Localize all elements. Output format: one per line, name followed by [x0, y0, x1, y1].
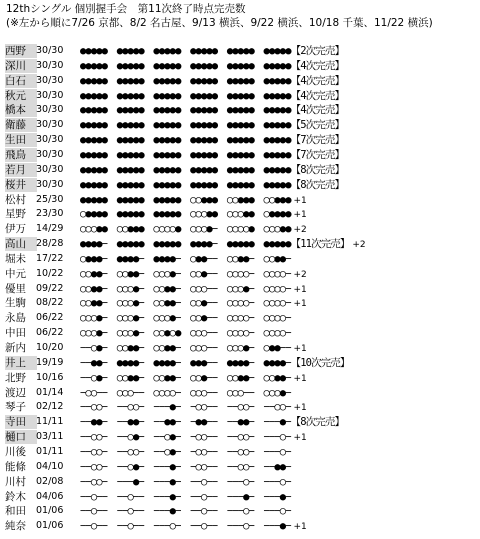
slot-status — [80, 371, 307, 385]
slot-status — [80, 267, 307, 281]
sold-count: 30/30 — [36, 74, 64, 86]
sold-count: 10/20 — [36, 342, 64, 353]
table-row — [0, 282, 480, 297]
increment-note: +1 — [290, 373, 307, 384]
slot-marks: −−○○− −−○●− −−−●− −○○−− −−○○− −−●●− — [80, 460, 291, 473]
slot-marks: ●●●●− ●●●●● ●●●●● ●●●●− ●●●●● ●●●●●【11次完売】 — [80, 238, 350, 251]
slot-status — [80, 341, 307, 355]
slot-marks: ○●●●● ●●●●● ●●●●● ○○○●● ○○○●● ○●●●● — [80, 208, 291, 221]
member-name: 飛鳥 — [5, 148, 37, 162]
slot-status — [80, 133, 344, 147]
sold-count: 30/30 — [36, 163, 64, 175]
member-name: 松村 — [5, 193, 26, 206]
slot-marks: ○○●●− ○○○●− ○○●●− ○○○−− ○○○●− ○○○○− — [80, 282, 291, 295]
slot-status — [80, 118, 344, 132]
member-name: 川後 — [5, 445, 26, 458]
increment-note: +1 — [290, 299, 307, 310]
sold-count: 10/16 — [36, 371, 64, 383]
table-row — [0, 311, 480, 326]
member-name: 樋口 — [5, 430, 37, 444]
slot-marks: ●●●●● ●●●●● ●●●●● ●●●●● ●●●●● ●●●●●【5次完売】 — [80, 119, 345, 132]
date-legend: (※左から順に7/26 京都、8/2 名古屋、9/13 横浜、9/22 横浜、10/18 千葉、11/22 横浜) — [6, 17, 433, 29]
member-name: 井上 — [5, 356, 37, 370]
member-name: 高山 — [5, 237, 37, 251]
sold-count: 19/19 — [36, 356, 64, 368]
table-row — [0, 296, 480, 311]
member-name: 能條 — [5, 460, 26, 473]
sold-count: 01/14 — [36, 386, 64, 398]
slot-marks: ●●●●● ●●●●● ●●●●● ●●●●● ●●●●● ●●●●●【8次完売】 — [80, 163, 345, 176]
member-name: 中元 — [5, 267, 26, 280]
slot-marks: −−○○− −−○○− −−−●− −○○−− −−○○− −−○○− — [80, 401, 291, 414]
table-row — [0, 163, 480, 178]
member-name: 若月 — [5, 163, 37, 177]
table-row — [0, 59, 480, 74]
slot-marks: ○●●●− ●●●●− ●●●●− ○●●−− ○○●●− ○○●●− — [80, 252, 291, 265]
table-row — [0, 267, 480, 282]
slot-status — [80, 490, 291, 504]
slot-status — [80, 89, 344, 103]
sold-count: 17/22 — [36, 252, 64, 264]
increment-note: +2 — [349, 240, 366, 251]
member-name: 生田 — [5, 133, 37, 147]
sold-count: 28/28 — [36, 238, 64, 250]
slot-status — [80, 386, 291, 400]
increment-note: +1 — [290, 195, 307, 206]
slot-status — [80, 400, 307, 414]
slot-marks: ●●●●● ●●●●● ●●●●● ●●●●● ●●●●● ●●●●●【4次完売】 — [80, 104, 345, 117]
slot-status — [80, 252, 291, 266]
table-row — [0, 44, 480, 59]
table-row — [0, 74, 480, 89]
sold-count: 04/10 — [36, 460, 64, 472]
member-name: 星野 — [5, 208, 26, 221]
slot-marks: −−○−− −−○−− −−−●− −−○−− −−−○− −−−○− — [80, 505, 291, 518]
sold-count: 02/12 — [36, 401, 64, 413]
table-row — [0, 371, 480, 386]
table-row — [0, 400, 480, 415]
slot-marks: ●●●●● ●●●●● ●●●●● ●●●●● ●●●●● ●●●●●【4次完売】 — [80, 59, 345, 72]
slot-marks: ○○●●− ○○●●− ○○○●− ○○●−− ○○○○− ○○○○− — [80, 267, 291, 280]
slot-status — [80, 296, 307, 310]
sold-count: 08/22 — [36, 297, 64, 309]
slot-marks: ●●●●● ●●●●● ●●●●● ●●●●● ●●●●● ●●●●●【2次完売】 — [80, 45, 345, 57]
slot-status — [80, 445, 291, 459]
member-name: 中田 — [5, 327, 26, 340]
slot-marks: −−●●− −−●●− −−●●− −●●−− −−●●− −−−●−【8次完売】 — [80, 416, 345, 429]
slot-marks: −−○−− −−○−− −−−○− −−○−− −−−○− −−−●− — [80, 520, 291, 533]
table-row — [0, 133, 480, 148]
sold-count: 30/30 — [36, 104, 64, 116]
page-title: 12thシングル 個別握手会 第11次終了時点完売数 — [6, 3, 246, 15]
member-name: 川村 — [5, 475, 26, 488]
table-row — [0, 356, 480, 371]
table-row — [0, 103, 480, 118]
member-name: 生駒 — [5, 297, 26, 310]
table-row — [0, 475, 480, 490]
sold-count: 30/30 — [36, 119, 64, 131]
member-name: 白石 — [5, 74, 37, 88]
slot-status — [80, 430, 307, 444]
slot-marks: −○○−− ○○○−− ○○○○− ○○○−− ○○○−− ○○○●− — [80, 386, 291, 399]
slot-status — [80, 74, 344, 88]
slot-marks: ○○●●− ○○○●− ○○●●− ○○●−− ○○○○− ○○○○− — [80, 297, 291, 310]
table-row — [0, 519, 480, 534]
slot-status — [80, 222, 307, 236]
sold-count: 30/30 — [36, 148, 64, 160]
member-name: 渡辺 — [5, 386, 26, 399]
increment-note: +1 — [290, 433, 307, 444]
sold-count: 25/30 — [36, 193, 64, 205]
slot-status — [80, 282, 307, 296]
sold-count: 06/22 — [36, 327, 64, 339]
sold-count: 06/22 — [36, 312, 64, 324]
slot-marks: ○○○●− ○○○●− ○○○●− ○○●−− ○○○○− ○○○○− — [80, 312, 291, 325]
sold-count: 30/30 — [36, 59, 64, 71]
table-row — [0, 445, 480, 460]
increment-note: +1 — [290, 284, 307, 295]
member-name: 北野 — [5, 371, 26, 384]
table-row — [0, 430, 480, 445]
table-row — [0, 386, 480, 401]
member-name: 優里 — [5, 282, 26, 295]
slot-status — [80, 356, 350, 370]
member-name: 純奈 — [5, 520, 26, 533]
increment-note: +1 — [290, 522, 307, 533]
slot-status — [80, 163, 344, 177]
member-name: 橋本 — [5, 103, 37, 117]
table-row — [0, 490, 480, 505]
sold-count: 04/06 — [36, 490, 64, 502]
slot-status — [80, 237, 366, 251]
sold-count: 30/30 — [36, 45, 64, 56]
member-name: 衛藤 — [5, 118, 37, 132]
sold-count: 02/08 — [36, 475, 64, 487]
slot-marks: −−○○− −−−●− −−−●− −−○−− −−−○− −−−○− — [80, 475, 291, 488]
table-row — [0, 118, 480, 133]
member-name: 鈴木 — [5, 490, 26, 503]
member-name: 秋元 — [5, 89, 37, 103]
member-name: 桜井 — [5, 178, 37, 192]
slot-status — [80, 207, 307, 221]
slot-status — [80, 44, 344, 58]
table-row — [0, 460, 480, 475]
member-name: 伊万 — [5, 223, 26, 236]
slot-marks: −−○●− ○○●●− ○○●●− ○○●−− ○○●●− ○○●●− — [80, 371, 291, 384]
slot-status — [80, 504, 291, 518]
increment-note: +2 — [290, 269, 307, 280]
slot-marks: −−○○− −−○○− −−○●− −○○−− −−○○− −−−○− — [80, 445, 291, 458]
slot-marks: ●●●●● ●●●●● ●●●●● ●●●●● ●●●●● ●●●●●【4次完売】 — [80, 89, 345, 102]
member-name: 和田 — [5, 505, 26, 518]
table-row — [0, 326, 480, 341]
table-row — [0, 341, 480, 356]
sold-count: 01/11 — [36, 445, 64, 457]
table-row — [0, 252, 480, 267]
slot-marks: ○○○●− ○○○●− ○○●○● ○○○−− ○○○○− ○○○○− — [80, 327, 291, 340]
slot-status — [80, 311, 291, 325]
sold-count: 09/22 — [36, 282, 64, 294]
increment-note: +1 — [290, 210, 307, 221]
member-name: 堀未 — [5, 252, 26, 265]
slot-status — [80, 148, 344, 162]
sold-count: 11/11 — [36, 416, 64, 428]
table-row — [0, 237, 480, 252]
increment-note: +2 — [290, 225, 307, 236]
member-name: 深川 — [5, 59, 37, 73]
slot-marks: −−○−− −−○−− −−−●− −−○−− −−−●− −−−●− — [80, 490, 291, 503]
slot-marks: ●●●●● ●●●●● ●●●●● ●●●●● ●●●●● ●●●●●【8次完売】 — [80, 178, 345, 191]
slot-status — [80, 326, 291, 340]
slot-status — [80, 460, 291, 474]
slot-status — [80, 519, 307, 533]
increment-note: +1 — [290, 403, 307, 414]
table-row — [0, 504, 480, 519]
sold-count: 30/30 — [36, 134, 64, 146]
slot-status — [80, 59, 344, 73]
table-row — [0, 415, 480, 430]
slot-status — [80, 475, 291, 489]
sold-count: 14/29 — [36, 223, 64, 235]
slot-marks: ●●●●● ●●●●● ●●●●● ○○●●● ○○●●● ○○●●● — [80, 193, 291, 206]
slot-marks: −−○○− −−○●− −−○●− −○○−− −−○○− −−−○− — [80, 431, 291, 444]
member-name: 琴子 — [5, 401, 26, 414]
table-row — [0, 178, 480, 193]
sold-count: 01/06 — [36, 520, 64, 532]
slot-marks: ●●●●● ●●●●● ●●●●● ●●●●● ●●●●● ●●●●●【7次完売】 — [80, 134, 345, 147]
member-name: 永島 — [5, 312, 26, 325]
slot-marks: −−○●− ○○●●− ○○●●− ○○○−− ○○○●− ○●●−− — [80, 342, 291, 354]
sold-count: 03/11 — [36, 431, 64, 443]
slot-status — [80, 193, 307, 207]
slot-marks: −−●●− ●●●●− ●●●●− ●●●−− ●●●●− ●●●●−【10次完売】 — [80, 356, 350, 369]
sold-count: 10/22 — [36, 267, 64, 279]
table-row — [0, 89, 480, 104]
member-name: 西野 — [5, 44, 37, 58]
increment-note: +1 — [290, 344, 307, 354]
table-row — [0, 222, 480, 237]
table-row — [0, 148, 480, 163]
member-name: 新内 — [5, 342, 26, 354]
slot-status — [80, 103, 344, 117]
slot-status — [80, 178, 344, 192]
table-row — [0, 207, 480, 222]
slot-marks: ●●●●● ●●●●● ●●●●● ●●●●● ●●●●● ●●●●●【7次完売】 — [80, 148, 345, 161]
slot-marks: ○○○●● ○○●●● ○○○○● ○○○●− ○○○○● ○○○●● — [80, 223, 291, 236]
sold-count: 30/30 — [36, 89, 64, 101]
table-row — [0, 193, 480, 208]
sold-count: 30/30 — [36, 178, 64, 190]
sold-count: 01/06 — [36, 505, 64, 517]
slot-marks: ●●●●● ●●●●● ●●●●● ●●●●● ●●●●● ●●●●●【4次完売】 — [80, 74, 345, 87]
sold-count: 23/30 — [36, 208, 64, 220]
member-name: 寺田 — [5, 415, 37, 429]
slot-status — [80, 415, 344, 429]
